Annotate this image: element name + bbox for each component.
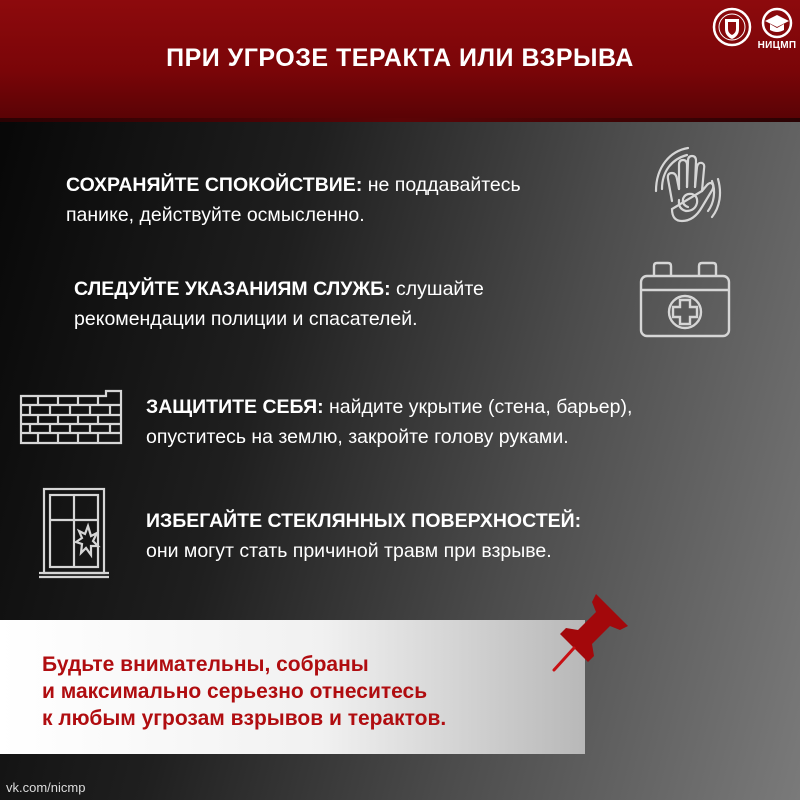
tip-avoid-glass bbox=[146, 506, 706, 566]
first-aid-kit-icon bbox=[638, 258, 732, 340]
warning-line: и максимально серьезно отнеситесь bbox=[42, 680, 428, 703]
brick-wall-icon bbox=[18, 388, 124, 446]
tip-text: не поддавайтесь bbox=[362, 174, 521, 196]
page-title: ПРИ УГРОЗЕ ТЕРАКТА ИЛИ ВЗРЫВА bbox=[166, 44, 634, 72]
tip-text: рекомендации полиции и спасателей. bbox=[74, 308, 418, 330]
tip-stay-calm bbox=[66, 170, 626, 230]
tip-text: найдите укрытие (стена, барьер), bbox=[323, 396, 633, 418]
broken-window-icon bbox=[36, 486, 112, 580]
header-divider bbox=[0, 118, 800, 122]
tip-heading: ЗАЩИТИТЕ СЕБЯ: bbox=[146, 396, 324, 418]
nicmp-logo-icon bbox=[758, 7, 796, 39]
warning-line: Будьте внимательны, собраны bbox=[42, 653, 369, 676]
logo-label: НИЦМП bbox=[757, 40, 797, 51]
hand-icon bbox=[652, 145, 722, 233]
footer-link[interactable]: vk.com/nicmp bbox=[6, 780, 86, 795]
tip-follow-services bbox=[74, 274, 614, 334]
warning-message bbox=[42, 651, 446, 732]
tip-heading: СЛЕДУЙТЕ УКАЗАНИЯМ СЛУЖБ: bbox=[74, 278, 391, 300]
pushpin-icon bbox=[548, 590, 632, 674]
tip-protect-yourself bbox=[146, 392, 750, 452]
tip-text: опуститесь на землю, закройте голову руками. bbox=[146, 426, 569, 448]
tip-text: они могут стать причиной травм при взрыве. bbox=[146, 540, 552, 562]
tip-heading: СОХРАНЯЙТЕ СПОКОЙСТВИЕ: bbox=[66, 174, 363, 196]
warning-line: к любым угрозам взрывов и терактов. bbox=[42, 707, 447, 730]
tip-text: слушайте bbox=[390, 278, 484, 300]
tip-text: панике, действуйте осмысленно. bbox=[66, 204, 365, 226]
tip-heading: ИЗБЕГАЙТЕ СТЕКЛЯННЫХ ПОВЕРХНОСТЕЙ: bbox=[146, 510, 582, 532]
emblem-logo-icon bbox=[712, 7, 752, 47]
